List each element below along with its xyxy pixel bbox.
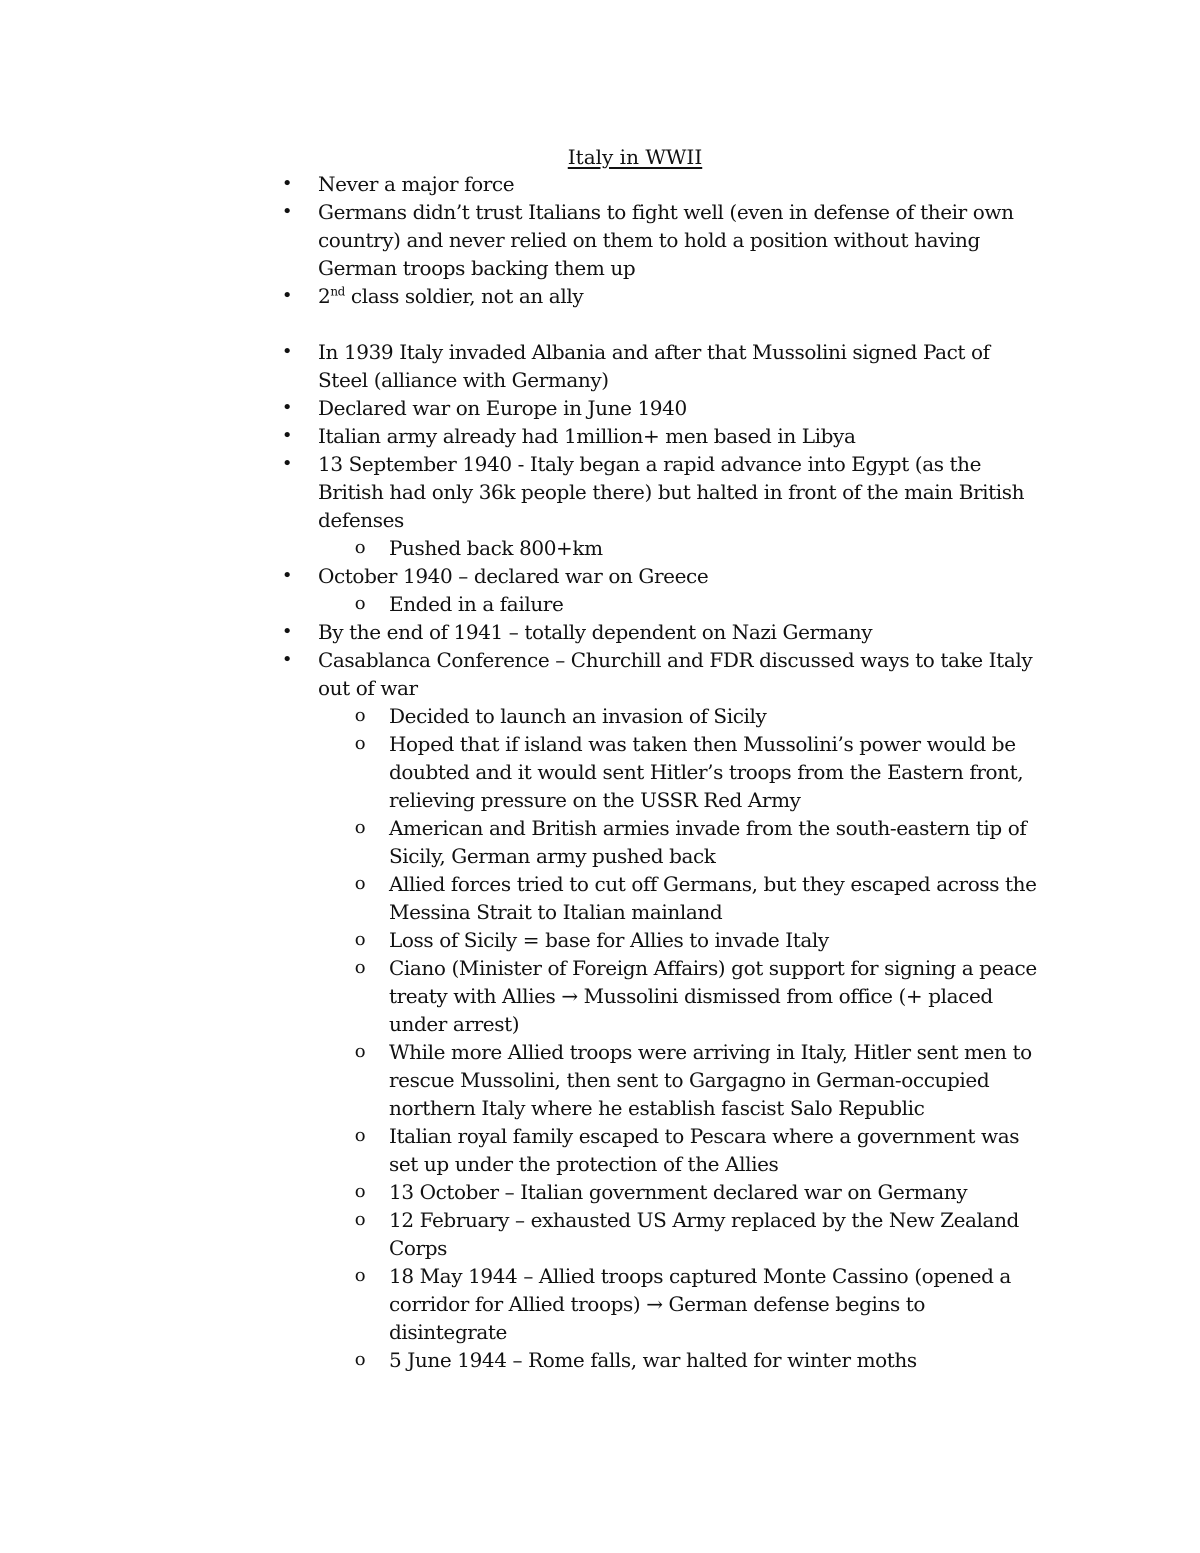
sub-bullet-marker: o [354, 593, 366, 614]
bullet-item [281, 394, 1038, 422]
item-text-prefix: 2 [318, 284, 331, 308]
item-text: Hoped that if island was taken then Mussolini’s power would be doubted and it would sent Hitler’s troops from the Eastern front, relieving pressure on the USSR Red Army [389, 732, 1024, 812]
bullet-marker: • [281, 173, 293, 194]
bullet-item [281, 198, 1038, 282]
bullet-item [281, 646, 1038, 702]
sub-bullet-item [318, 534, 1038, 562]
sub-bullet-item [318, 590, 1038, 618]
sub-bullet-item [318, 1178, 1038, 1206]
sub-bullet-item [318, 870, 1038, 926]
item-text: Italian royal family escaped to Pescara where a government was set up under the protection of the Allies [389, 1124, 1020, 1176]
bullet-marker: • [281, 285, 293, 306]
sub-bullet-marker: o [354, 1209, 366, 1230]
sub-bullet-marker: o [354, 1349, 366, 1370]
item-text: 13 September 1940 - Italy began a rapid advance into Egypt (as the British had only 36k people there) but halted in front of the main British defenses [318, 452, 1025, 532]
item-text: Declared war on Europe in June 1940 [318, 396, 687, 420]
sub-bullet-marker: o [354, 733, 366, 754]
sub-bullet-marker: o [354, 537, 366, 558]
bullet-item [281, 618, 1038, 646]
item-text: Ciano (Minister of Foreign Affairs) got support for signing a peace treaty with Allies → Mussolini dismissed from office (+ placed under arrest) [389, 956, 1037, 1036]
sub-bullet-item [318, 1122, 1038, 1178]
item-text: Italian army already had 1million+ men based in Libya [318, 424, 856, 448]
bullet-marker: • [281, 201, 293, 222]
bullet-item [281, 422, 1038, 450]
bullet-item [281, 562, 1038, 590]
item-text: Decided to launch an invasion of Sicily [389, 704, 767, 728]
sub-bullet-marker: o [354, 705, 366, 726]
sub-bullet-marker: o [354, 1041, 366, 1062]
item-text: Loss of Sicily = base for Allies to invade Italy [389, 928, 829, 952]
item-text: Ended in a failure [389, 592, 564, 616]
sub-bullet-marker: o [354, 929, 366, 950]
bullet-marker: • [281, 397, 293, 418]
bullet-marker: • [281, 621, 293, 642]
bullet-marker: • [281, 341, 293, 362]
bullet-marker: • [281, 425, 293, 446]
sub-bullet-item [318, 1206, 1038, 1262]
sub-bullet-item [318, 1346, 1038, 1374]
sub-bullet-marker: o [354, 817, 366, 838]
bullet-marker: • [281, 565, 293, 586]
sub-bullet-marker: o [354, 1265, 366, 1286]
sub-bullet-marker: o [354, 957, 366, 978]
sub-bullet-item [318, 730, 1038, 814]
item-text: Pushed back 800+km [389, 536, 603, 560]
item-text: October 1940 – declared war on Greece [318, 564, 709, 588]
item-text: Casablanca Conference – Churchill and FDR discussed ways to take Italy out of war [318, 648, 1033, 700]
item-text: 12 February – exhausted US Army replaced by the New Zealand Corps [389, 1208, 1019, 1260]
item-text: In 1939 Italy invaded Albania and after that Mussolini signed Pact of Steel (alliance with Germany) [318, 340, 990, 392]
item-text: 18 May 1944 – Allied troops captured Monte Cassino (opened a corridor for Allied troops) → German defense begins to disintegrate [389, 1264, 1011, 1344]
sub-bullet-marker: o [354, 1181, 366, 1202]
blank-line [318, 310, 1038, 338]
sub-bullet-marker: o [354, 873, 366, 894]
sub-bullet-item [318, 702, 1038, 730]
sub-bullet-item [318, 954, 1038, 1038]
bullet-marker: • [281, 453, 293, 474]
item-text: 5 June 1944 – Rome falls, war halted for winter moths [389, 1348, 917, 1372]
sub-bullet-item [318, 1038, 1038, 1122]
bullet-item [281, 282, 1038, 310]
item-text: 13 October – Italian government declared war on Germany [389, 1180, 968, 1204]
sub-bullet-item [318, 814, 1038, 870]
sub-bullet-marker: o [354, 1125, 366, 1146]
bullet-item [281, 450, 1038, 534]
item-text: Allied forces tried to cut off Germans, but they escaped across the Messina Strait to Italian mainland [389, 872, 1037, 924]
sub-bullet-item [318, 1262, 1038, 1346]
item-text: Germans didn’t trust Italians to fight well (even in defense of their own country) and never relied on them to hold a position without having German troops backing them up [318, 200, 1014, 280]
sub-bullet-item [318, 926, 1038, 954]
item-text: While more Allied troops were arriving in Italy, Hitler sent men to rescue Mussolini, then sent to Gargagno in German-occupied northern Italy where he establish fascist Salo Republic [389, 1040, 1032, 1120]
page-title: Italy in WWII [567, 145, 703, 169]
bullet-item [281, 170, 1038, 198]
item-text: American and British armies invade from the south-eastern tip of Sicily, German army pushed back [389, 816, 1027, 868]
bullet-item [281, 338, 1038, 394]
notes-list [281, 170, 1038, 1374]
ordinal-superscript: nd [330, 284, 345, 299]
bullet-marker: • [281, 649, 293, 670]
item-text: Never a major force [318, 172, 515, 196]
item-text: By the end of 1941 – totally dependent on Nazi Germany [318, 620, 873, 644]
item-text: class soldier, not an ally [344, 284, 584, 308]
